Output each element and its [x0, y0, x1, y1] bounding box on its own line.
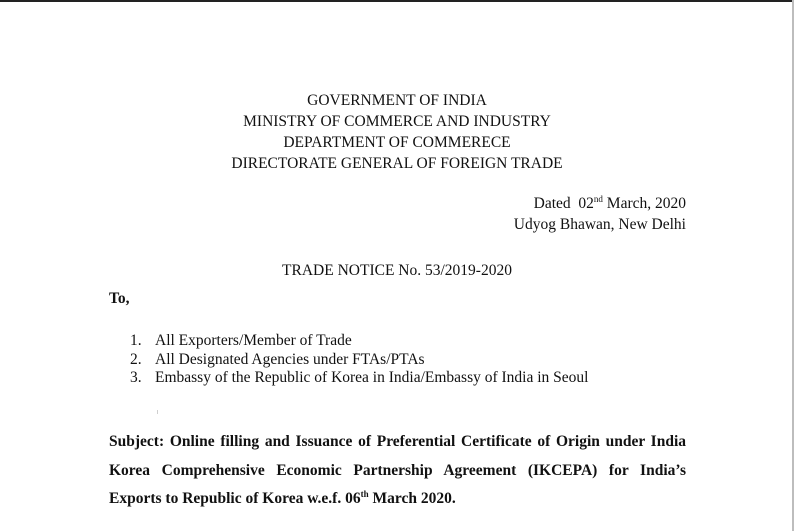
list-item-text: All Designated Agencies under FTAs/PTAs [155, 350, 425, 368]
header-government: GOVERNMENT OF INDIA [307, 92, 487, 109]
list-item-text: Embassy of the Republic of Korea in India/Embassy of India in Seoul [155, 369, 589, 386]
subject-line: Korea Comprehensive Economic Partnership Agreement (IKCEPA) for India’s [109, 461, 686, 479]
to-label: To, [109, 290, 130, 307]
top-border [0, 0, 794, 2]
list-item-text: All Exporters/Member of Trade [155, 332, 352, 349]
list-item [130, 332, 588, 351]
subject-line [109, 485, 686, 514]
header-ministry: MINISTRY OF COMMERCE AND INDUSTRY [243, 113, 551, 130]
letterhead [0, 90, 794, 174]
date-superscript: nd [593, 194, 603, 204]
date-line [514, 193, 686, 214]
subject-superscript: th [360, 489, 369, 499]
date-prefix: Dated 02 [533, 195, 594, 212]
list-item-number: 2. [130, 350, 142, 368]
subject-line3-prefix: Exports to Republic of Korea w.e.f. 06 [109, 490, 361, 507]
header-directorate: DIRECTORATE GENERAL OF FOREIGN TRADE [231, 155, 563, 172]
list-item [130, 369, 588, 388]
date-block [514, 193, 686, 235]
list-item-number: 3. [130, 369, 142, 386]
recipient-list [130, 332, 588, 388]
list-item-number: 1. [130, 332, 142, 349]
date-place: Udyog Bhawan, New Delhi [513, 216, 686, 233]
header-department: DEPARTMENT OF COMMERECE [283, 134, 511, 151]
list-item [130, 351, 588, 370]
notice-title: TRADE NOTICE No. 53/2019-2020 [282, 262, 512, 279]
subject-paragraph [109, 428, 686, 514]
scan-mark [157, 410, 158, 414]
subject-line: Subject: Online filling and Issuance of Preferential Certificate of Origin under India [109, 433, 686, 450]
subject-line3-suffix: March 2020. [368, 490, 456, 507]
date-suffix: March, 2020 [602, 195, 686, 212]
